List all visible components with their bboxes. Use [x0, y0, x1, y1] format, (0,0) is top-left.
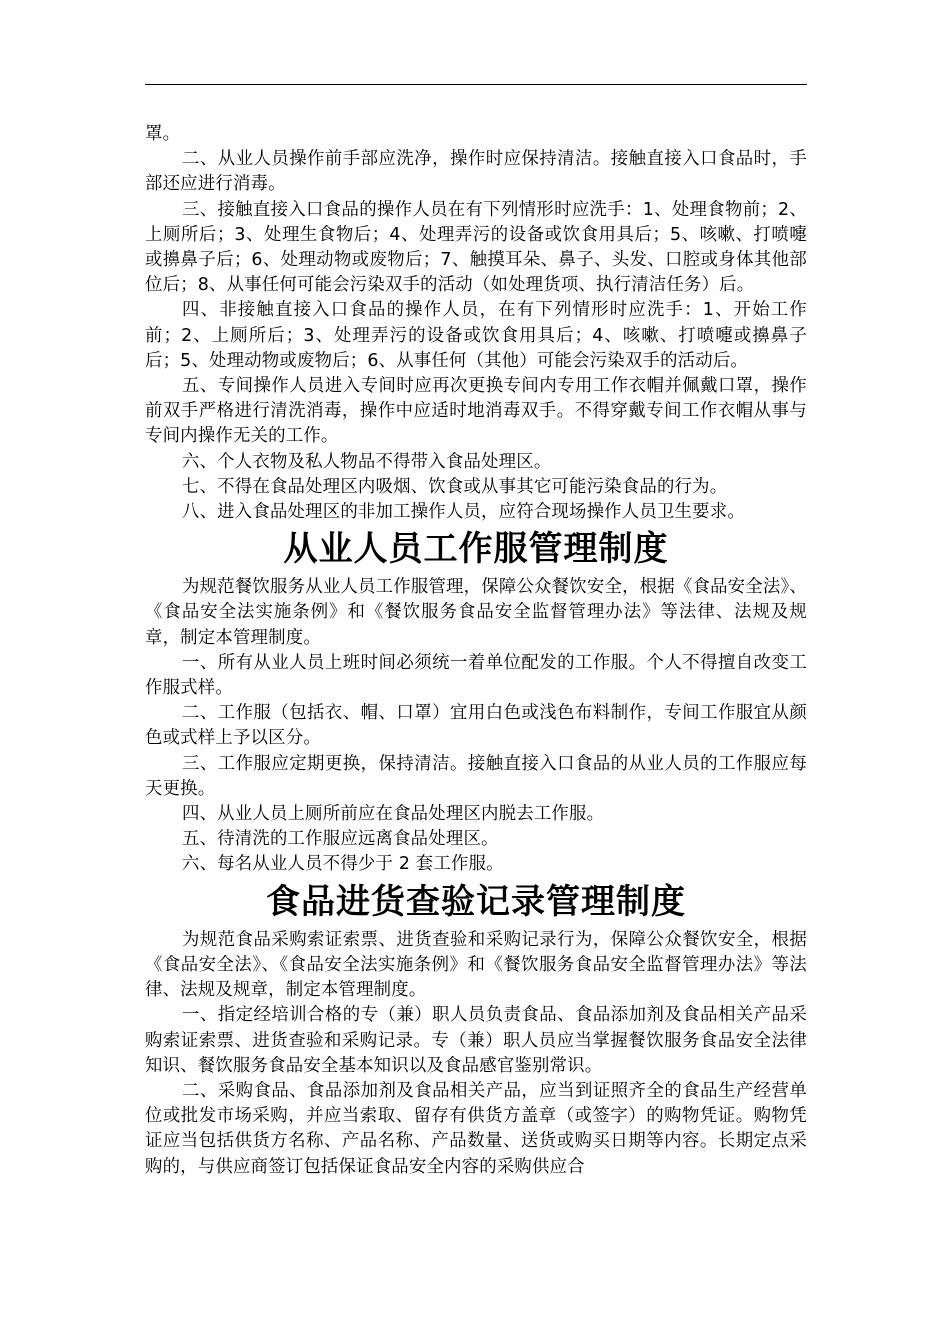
- section-hygiene-rules: [145, 122, 807, 525]
- rule-paragraph: 五、专间操作人员进入专间时应再次更换专间内专用工作衣帽并佩戴口罩，操作前双手严格进行清洗消毒，操作中应适时地消毒双手。不得穿戴专间工作衣帽从事与专间内操作无关的工作。: [145, 376, 807, 447]
- rule-paragraph: 一、所有从业人员上班时间必须统一着单位配发的工作服。个人不得擅自改变工作服式样。: [145, 652, 807, 699]
- section-work-clothes: [145, 527, 807, 877]
- rule-paragraph: 三、工作服应定期更换，保持清洁。接触直接入口食品的从业人员的工作服应每天更换。: [145, 753, 807, 799]
- rule-paragraph: 三、接触直接入口食品的操作人员在有下列情形时应洗手：1、处理食物前；2、上厕所后；3、处理生食物后；4、处理弄污的设备或饮食用具后；5、咳嗽、打喷嚏或擤鼻子后；6、处理动物或废物后；7、触摸耳朵、鼻子、头发、口腔或身体其他部位后；8、从事任何可能会污染双手的活动（如处理货项、执行清洁任务）后。: [145, 199, 807, 296]
- section-title: 食品进货查验记录管理制度: [266, 881, 686, 922]
- intro-paragraph: 为规范餐饮服务从业人员工作服管理，保障公众餐饮安全，根据《食品安全法》、《食品安全法实施条例》和《餐饮服务食品安全监督管理办法》等法律、法规及规章，制定本管理制度。: [145, 577, 807, 648]
- rule-paragraph: 一、指定经培训合格的专（兼）职人员负责食品、食品添加剂及食品相关产品采购索证索票、进货查验和采购记录。专（兼）职人员应当掌握餐饮服务食品安全法律知识、餐饮服务食品安全基本知识以及食品感官鉴别常识。: [145, 1005, 807, 1076]
- intro-paragraph: 为规范食品采购索证索票、进货查验和采购记录行为，保障公众餐饮安全，根据《食品安全法》、《食品安全法实施条例》和《餐饮服务食品安全监督管理办法》等法律、法规及规章，制定本管理制度。: [145, 929, 807, 1001]
- rule-paragraph: 二、采购食品、食品添加剂及食品相关产品，应当到证照齐全的食品生产经营单位或批发市场采购，并应当索取、留存有供货方盖章（或签字）的购物凭证。购物凭证应当包括供货方名称、产品名称、产品数量、送货或购买日期等内容。长期定点采购的，与供应商签订包括保证食品安全内容的采购供应合: [145, 1080, 807, 1177]
- paragraph-continuation: 罩。: [145, 124, 181, 144]
- rule-paragraph: 二、从业人员操作前手部应洗净，操作时应保持清洁。接触直接入口食品时，手部还应进行消毒。: [145, 149, 807, 195]
- section-title: 从业人员工作服管理制度: [283, 529, 669, 570]
- rule-paragraph: 五、待清洗的工作服应远离食品处理区。: [182, 829, 499, 850]
- rule-paragraph: 六、个人衣物及私人物品不得带入食品处理区。: [182, 451, 552, 472]
- rule-paragraph: 四、从业人员上厕所前应在食品处理区内脱去工作服。: [182, 804, 605, 825]
- header-rule: [145, 84, 807, 85]
- rule-paragraph: 四、非接触直接入口食品的操作人员，在有下列情形时应洗手：1、开始工作前；2、上厕所后；3、处理弄污的设备或饮食用具后；4、咳嗽、打喷嚏或擤鼻子后；5、处理动物或废物后；6、从事任何（其他）可能会污染双手的活动后。: [145, 300, 807, 371]
- section-purchase-inspection: [145, 880, 807, 1180]
- document-body: [145, 122, 807, 1180]
- rule-paragraph: 六、每名从业人员不得少于 2 套工作服。: [182, 854, 504, 875]
- rule-paragraph: 八、进入食品处理区的非加工操作人员，应符合现场操作人员卫生要求。: [182, 502, 745, 523]
- rule-paragraph: 七、不得在食品处理区内吸烟、饮食或从事其它可能污染食品的行为。: [182, 476, 728, 497]
- rule-paragraph: 二、工作服（包括衣、帽、口罩）宜用白色或浅色布料制作，专间工作服宜从颜色或式样上予以区分。: [145, 703, 807, 749]
